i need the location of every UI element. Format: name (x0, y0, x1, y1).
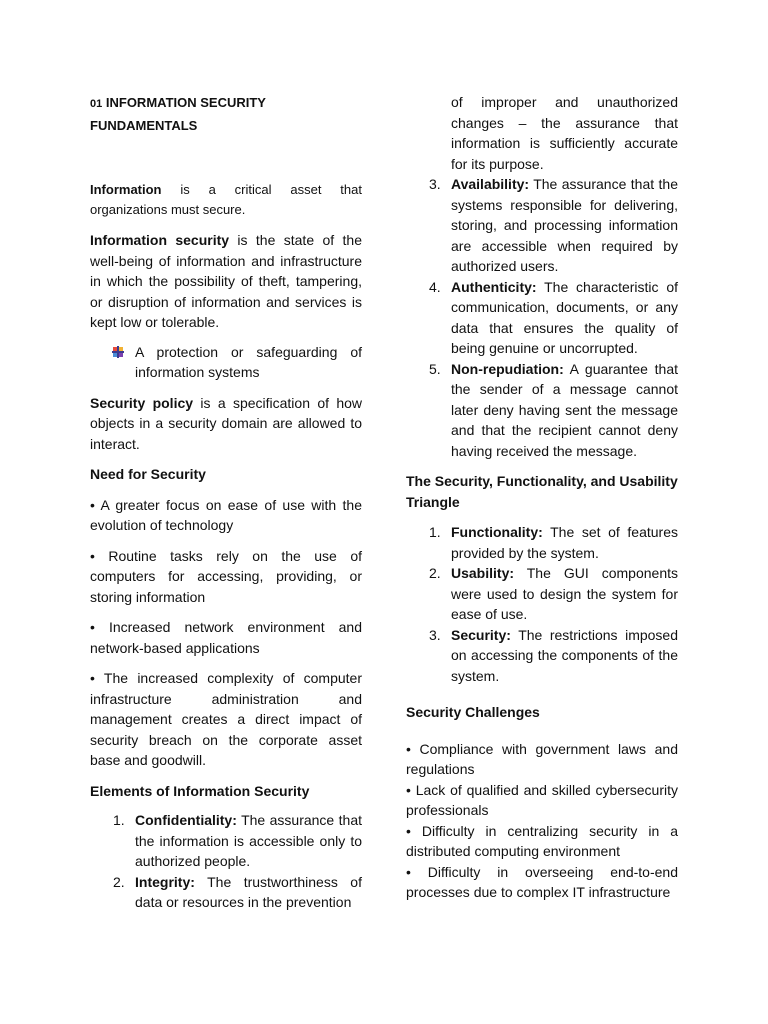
challenges-list (406, 739, 678, 903)
security-policy-definition: is a specification of how objects in a security domain are allowed to interact. (90, 394, 363, 452)
information-definition: is a critical asset that organizations must secure. (90, 182, 362, 217)
need-item-3: • Increased network environment and network-based applications (90, 619, 362, 656)
list-item (406, 277, 678, 359)
list-item (90, 810, 362, 872)
challenge-item-3: • Difficulty in centralizing security in a distributed computing environment (406, 822, 678, 859)
list-item-text: Integrity: The trustworthiness of data or resources in the prevention (135, 873, 362, 910)
list-number: 3. (429, 626, 441, 643)
left-column (90, 92, 362, 913)
list-item-text: Functionality: The set of features provided by the system. (451, 524, 678, 561)
list-item-text: Non-repudiation: A guarantee that the sender of a message cannot later deny having sent the message and that the recipient cannot deny having received the message. (451, 360, 678, 459)
title-number: 01 (90, 98, 103, 110)
challenge-item-4: • Difficulty in overseeing end-to-end processes due to complex IT infrastructure (406, 863, 678, 900)
title-text: INFORMATION SECURITY FUNDAMENTALS (90, 95, 266, 133)
security-challenges-heading: Security Challenges (406, 704, 540, 720)
list-number: 4. (429, 278, 441, 295)
need-item-4: • The increased complexity of computer infrastructure administration and management creates a direct impact of security breach on the corporate asset base and goodwill. (90, 670, 362, 768)
triangle-list (406, 522, 678, 686)
need-item-2: • Routine tasks rely on the use of computers for accessing, providing, or storing information (90, 547, 362, 605)
information-paragraph (90, 180, 362, 220)
list-item (406, 359, 678, 462)
information-security-definition: is the state of the well-being of information and infrastructure in which the possibility of theft, tampering, or disruption of information and services is kept low or tolerable. (90, 232, 362, 330)
information-security-paragraph (90, 230, 362, 333)
list-item-text: Usability: The GUI components were used to design the system for ease of use. (451, 565, 678, 622)
list-number: 1. (429, 524, 441, 540)
right-column (406, 92, 678, 903)
list-item-text: Availability: The assurance that the systems responsible for delivering, storing, and processing information are accessible when required by authorized users. (451, 176, 678, 274)
list-number: 1. (113, 812, 125, 828)
security-policy-paragraph (90, 393, 362, 455)
need-for-security-heading: Need for Security (90, 466, 206, 482)
colored-bullet-icon (112, 346, 124, 358)
elements-list-right (406, 174, 678, 461)
triangle-heading: The Security, Functionality, and Usability Triangle (406, 473, 678, 510)
integrity-continuation: of improper and unauthorized changes – the assurance that information is sufficiently accurate for its purpose. (451, 94, 678, 172)
challenge-item-1: • Compliance with government laws and regulations (406, 740, 678, 777)
list-item (406, 563, 678, 625)
elements-list-left (90, 810, 362, 913)
list-item-text: Authenticity: The characteristic of communication, documents, or any data that ensures the quality of being genuine or uncorrupted. (451, 278, 678, 356)
list-item (406, 625, 678, 687)
challenge-item-2: • Lack of qualified and skilled cybersecurity professionals (406, 781, 678, 818)
list-number: 5. (429, 360, 441, 377)
list-number: 2. (113, 873, 125, 890)
need-item-1: • A greater focus on ease of use with the evolution of technology (90, 496, 362, 533)
security-policy-term: Security policy (90, 394, 194, 411)
list-item (90, 872, 362, 913)
information-security-term: Information security (90, 232, 230, 248)
list-item-text: Security: The restrictions imposed on accessing the components of the system. (451, 626, 678, 684)
list-item-text: Confidentiality: The assurance that the information is accessible only to authorized people. (135, 812, 362, 869)
list-item (406, 174, 678, 277)
elements-heading: Elements of Information Security (90, 782, 310, 799)
list-number: 2. (429, 565, 441, 581)
protection-bullet (90, 342, 362, 383)
protection-text: A protection or safeguarding of information systems (135, 343, 362, 380)
bullet-marker (90, 342, 135, 383)
page-title (90, 92, 362, 136)
list-item (406, 522, 678, 563)
list-number: 3. (429, 176, 441, 192)
information-term: Information (90, 182, 162, 197)
